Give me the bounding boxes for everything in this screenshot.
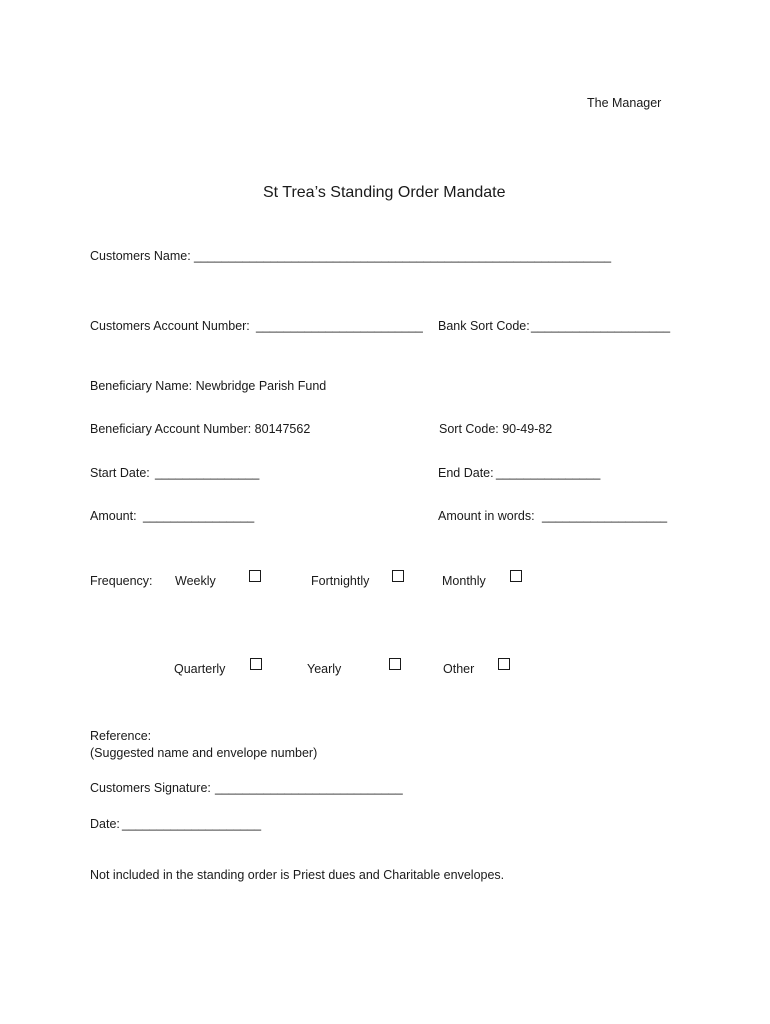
start-date-field[interactable]: _______________ (155, 466, 260, 480)
reference-label: Reference: (90, 729, 152, 743)
footer-note: Not included in the standing order is Priest dues and Charitable envelopes. (90, 868, 505, 882)
signature-field[interactable]: ___________________________ (215, 781, 403, 795)
amount-in-words-field[interactable]: __________________ (542, 509, 668, 523)
frequency-yearly-label: Yearly (307, 662, 342, 676)
frequency-other-label: Other (443, 662, 475, 676)
frequency-quarterly-label: Quarterly (174, 662, 226, 676)
frequency-weekly-label: Weekly (175, 574, 216, 588)
customer-account-label: Customers Account Number: (90, 319, 250, 333)
signature-label: Customers Signature: (90, 781, 211, 795)
end-date-label: End Date: (438, 466, 494, 480)
reference-hint: (Suggested name and envelope number) (90, 746, 318, 760)
recipient-heading: The Manager (587, 96, 662, 110)
start-date-label: Start Date: (90, 466, 150, 480)
frequency-other-checkbox[interactable] (498, 658, 510, 670)
customer-account-field[interactable]: ________________________ (256, 319, 423, 333)
frequency-quarterly-checkbox[interactable] (250, 658, 262, 670)
frequency-weekly-checkbox[interactable] (249, 570, 261, 582)
frequency-label: Frequency: (90, 574, 153, 588)
frequency-fortnightly-checkbox[interactable] (392, 570, 404, 582)
frequency-monthly-label: Monthly (442, 574, 486, 588)
frequency-monthly-checkbox[interactable] (510, 570, 522, 582)
amount-field[interactable]: ________________ (143, 509, 255, 523)
customer-name-field[interactable]: ____________________________________________________________ (194, 249, 612, 263)
bank-sort-code-field[interactable]: ____________________ (531, 319, 671, 333)
beneficiary-name: Beneficiary Name: Newbridge Parish Fund (90, 379, 327, 393)
frequency-fortnightly-label: Fortnightly (311, 574, 370, 588)
frequency-yearly-checkbox[interactable] (389, 658, 401, 670)
customer-name-label: Customers Name: (90, 249, 191, 263)
beneficiary-account: Beneficiary Account Number: 80147562 (90, 422, 311, 436)
date-field[interactable]: ____________________ (122, 817, 262, 831)
bank-sort-code-label: Bank Sort Code: (438, 319, 530, 333)
amount-in-words-label: Amount in words: (438, 509, 535, 523)
date-label: Date: (90, 817, 120, 831)
page-title: St Trea’s Standing Order Mandate (263, 184, 506, 201)
amount-label: Amount: (90, 509, 137, 523)
end-date-field[interactable]: _______________ (496, 466, 601, 480)
beneficiary-sort-code: Sort Code: 90-49-82 (439, 422, 553, 436)
